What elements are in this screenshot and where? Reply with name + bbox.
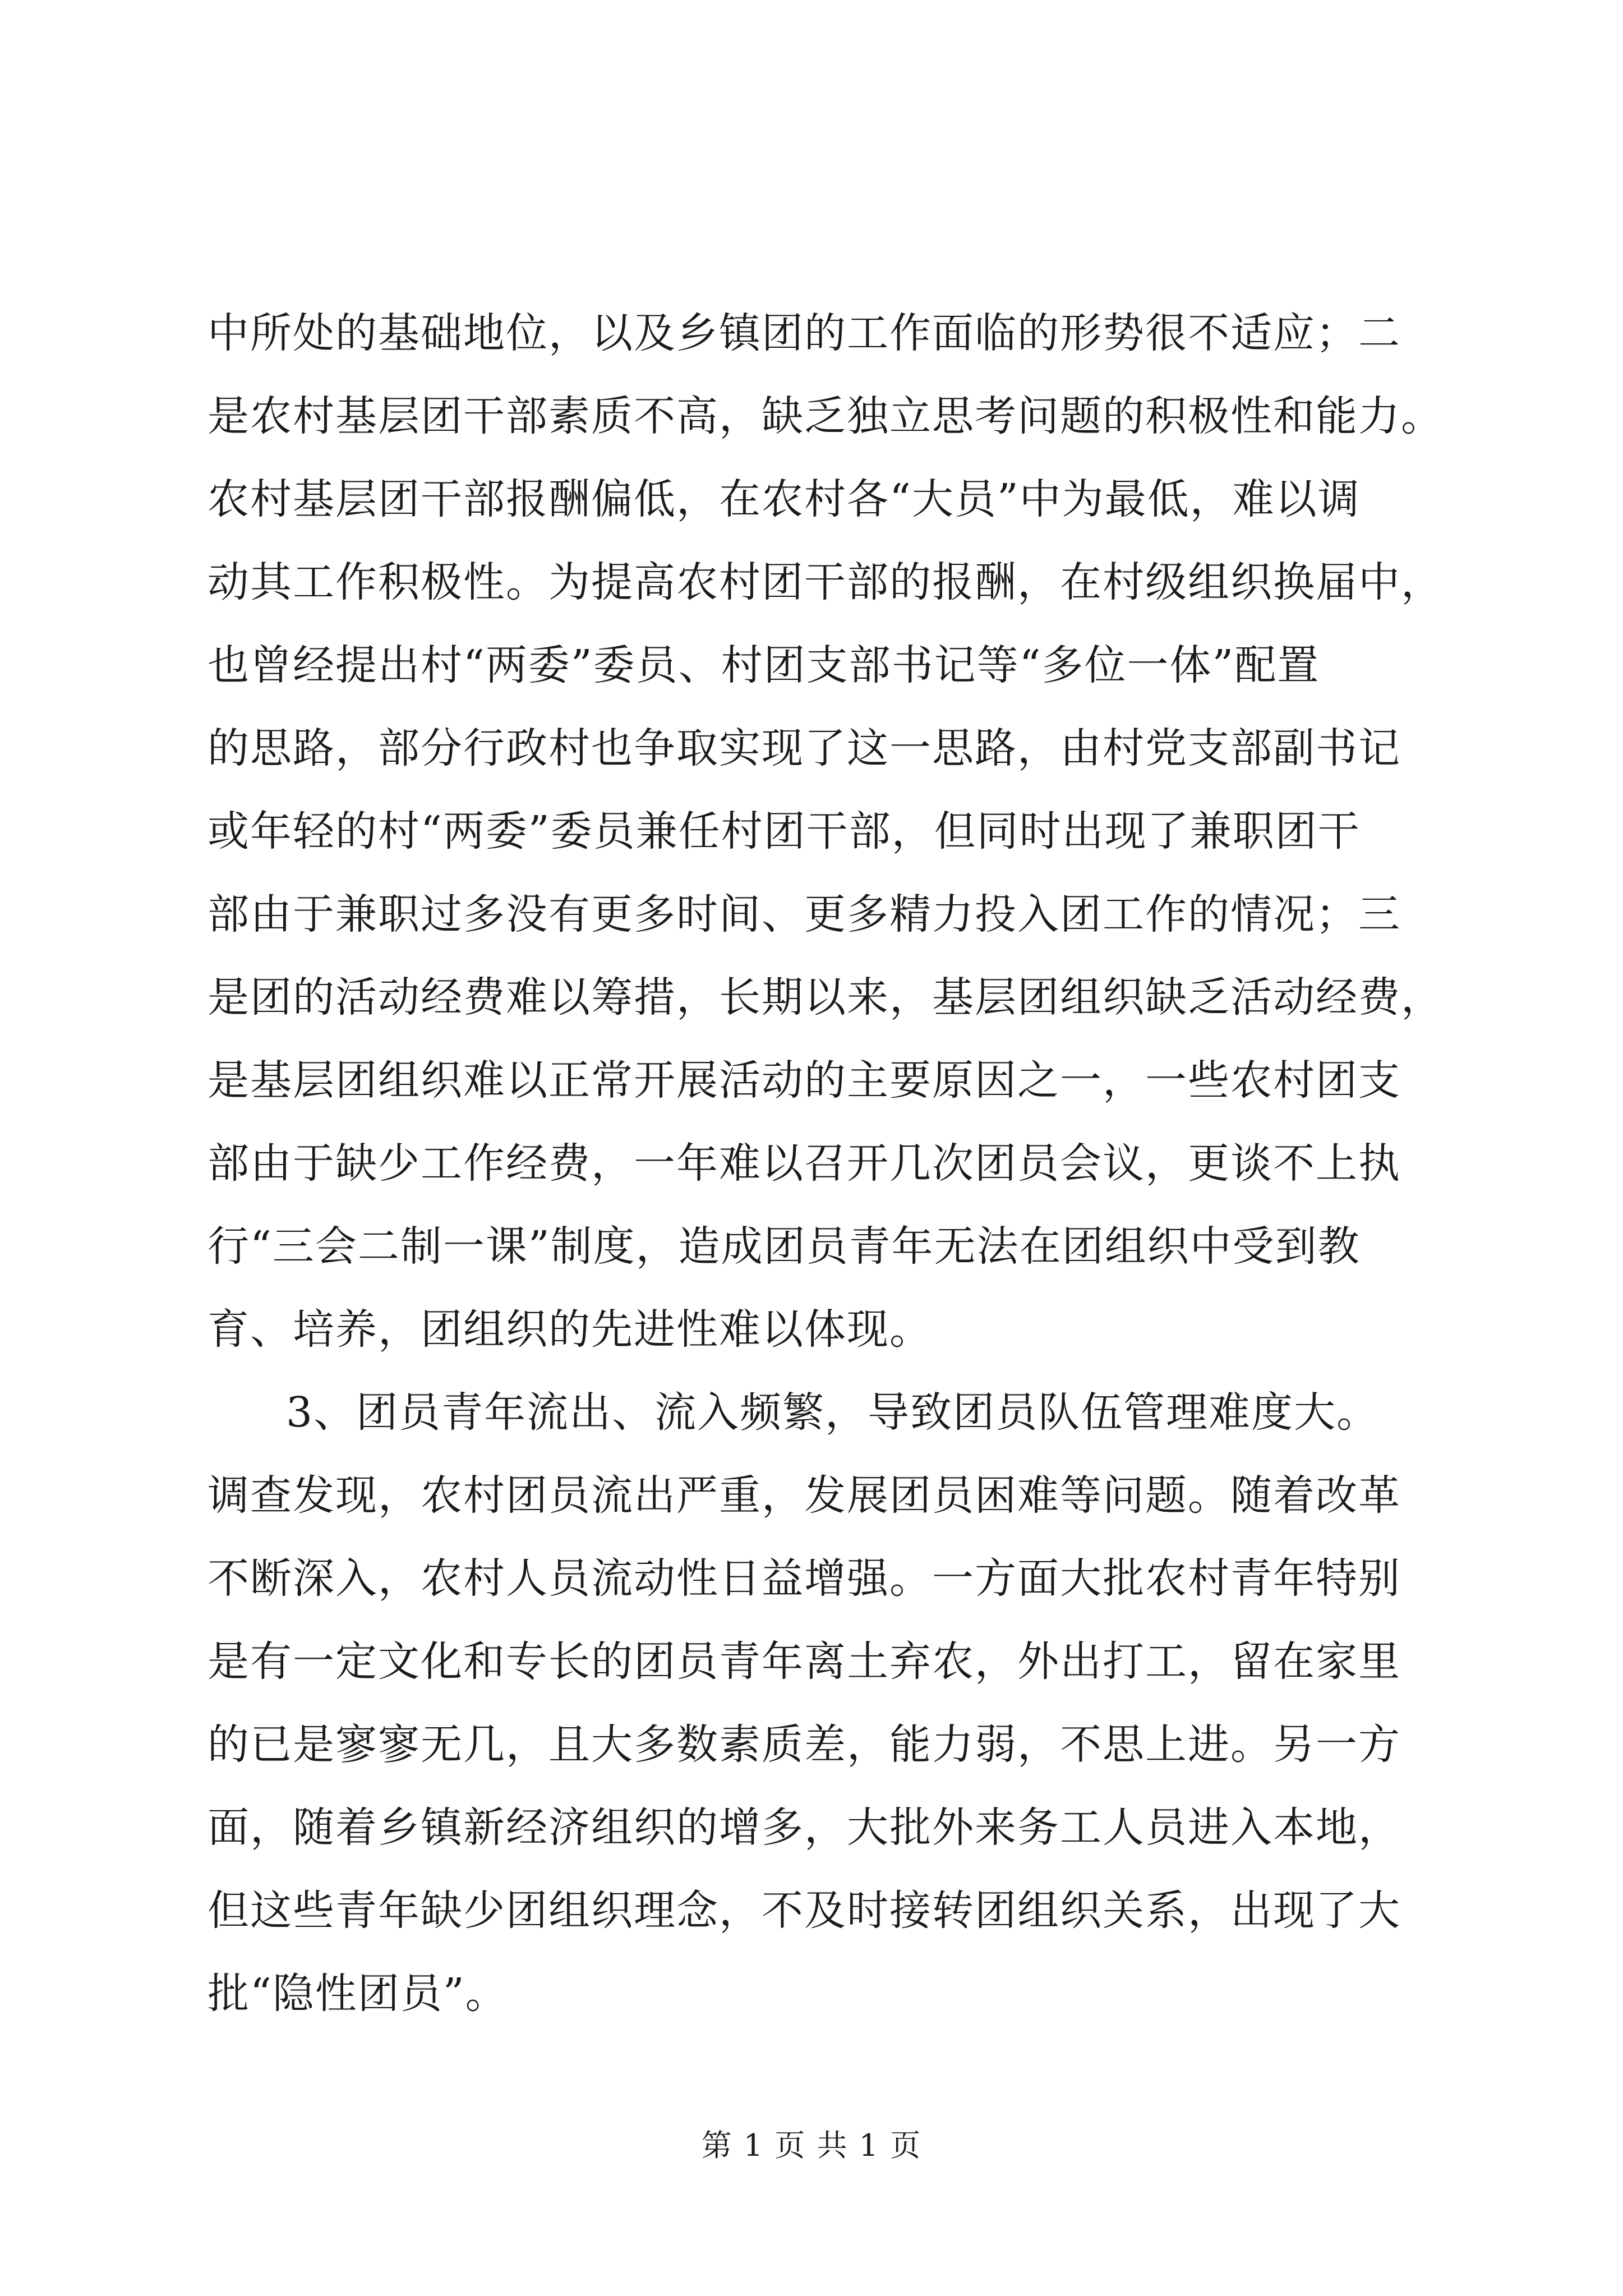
text-line: 是团的活动经费难以筹措，长期以来，基层团组织缺乏活动经费，	[208, 973, 1444, 1022]
text-line: 或年轻的村“两委”委员兼任村团干部，但同时出现了兼职团干	[208, 807, 1361, 855]
text-line: 部由于缺少工作经费，一年难以召开几次团员会议，更谈不上执	[208, 1139, 1401, 1188]
text-line: 部由于兼职过多没有更多时间、更多精力投入团工作的情况；三	[208, 890, 1401, 938]
text-line: 调查发现，农村团员流出严重，发展团员困难等问题。随着改革	[208, 1471, 1401, 1520]
text-line: 农村基层团干部报酬偏低，在农村各“大员”中为最低，难以调	[208, 475, 1361, 523]
text-line: 行“三会二制一课”制度，造成团员青年无法在团组织中受到教	[208, 1222, 1361, 1271]
text-line: 不断深入，农村人员流动性日益增强。一方面大批农村青年特别	[208, 1554, 1401, 1603]
section-heading-line: 3、团员青年流出、流入频繁，导致团员队伍管理难度大。	[286, 1388, 1380, 1437]
text-line: 也曾经提出村“两委”委员、村团支部书记等“多位一体”配置	[208, 641, 1320, 689]
text-line: 是农村基层团干部素质不高，缺乏独立思考问题的积极性和能力。	[208, 392, 1444, 440]
text-line: 面，随着乡镇新经济组织的增多，大批外来务工人员进入本地，	[208, 1803, 1401, 1852]
page-footer	[0, 2126, 1623, 2165]
body-text	[208, 292, 1453, 2035]
page-number-label: 第 1 页 共 1 页	[701, 2128, 922, 2163]
text-line: 是基层团组织难以正常开展活动的主要原因之一，一些农村团支	[208, 1056, 1401, 1105]
text-line: 的已是寥寥无几，且大多数素质差，能力弱，不思上进。另一方	[208, 1720, 1401, 1769]
text-line: 是有一定文化和专长的团员青年离土弃农，外出打工，留在家里	[208, 1637, 1401, 1686]
text-line: 批“隐性团员”。	[208, 1970, 508, 2018]
text-line: 的思路，部分行政村也争取实现了这一思路，由村党支部副书记	[208, 724, 1401, 772]
text-line: 动其工作积极性。为提高农村团干部的报酬，在村级组织换届中，	[208, 558, 1444, 606]
text-line: 但这些青年缺少团组织理念，不及时接转团组织关系，出现了大	[208, 1887, 1401, 1935]
text-line: 中所处的基础地位，以及乡镇团的工作面临的形势很不适应；二	[208, 309, 1401, 357]
text-line: 育、培养，团组织的先进性难以体现。	[208, 1305, 932, 1354]
